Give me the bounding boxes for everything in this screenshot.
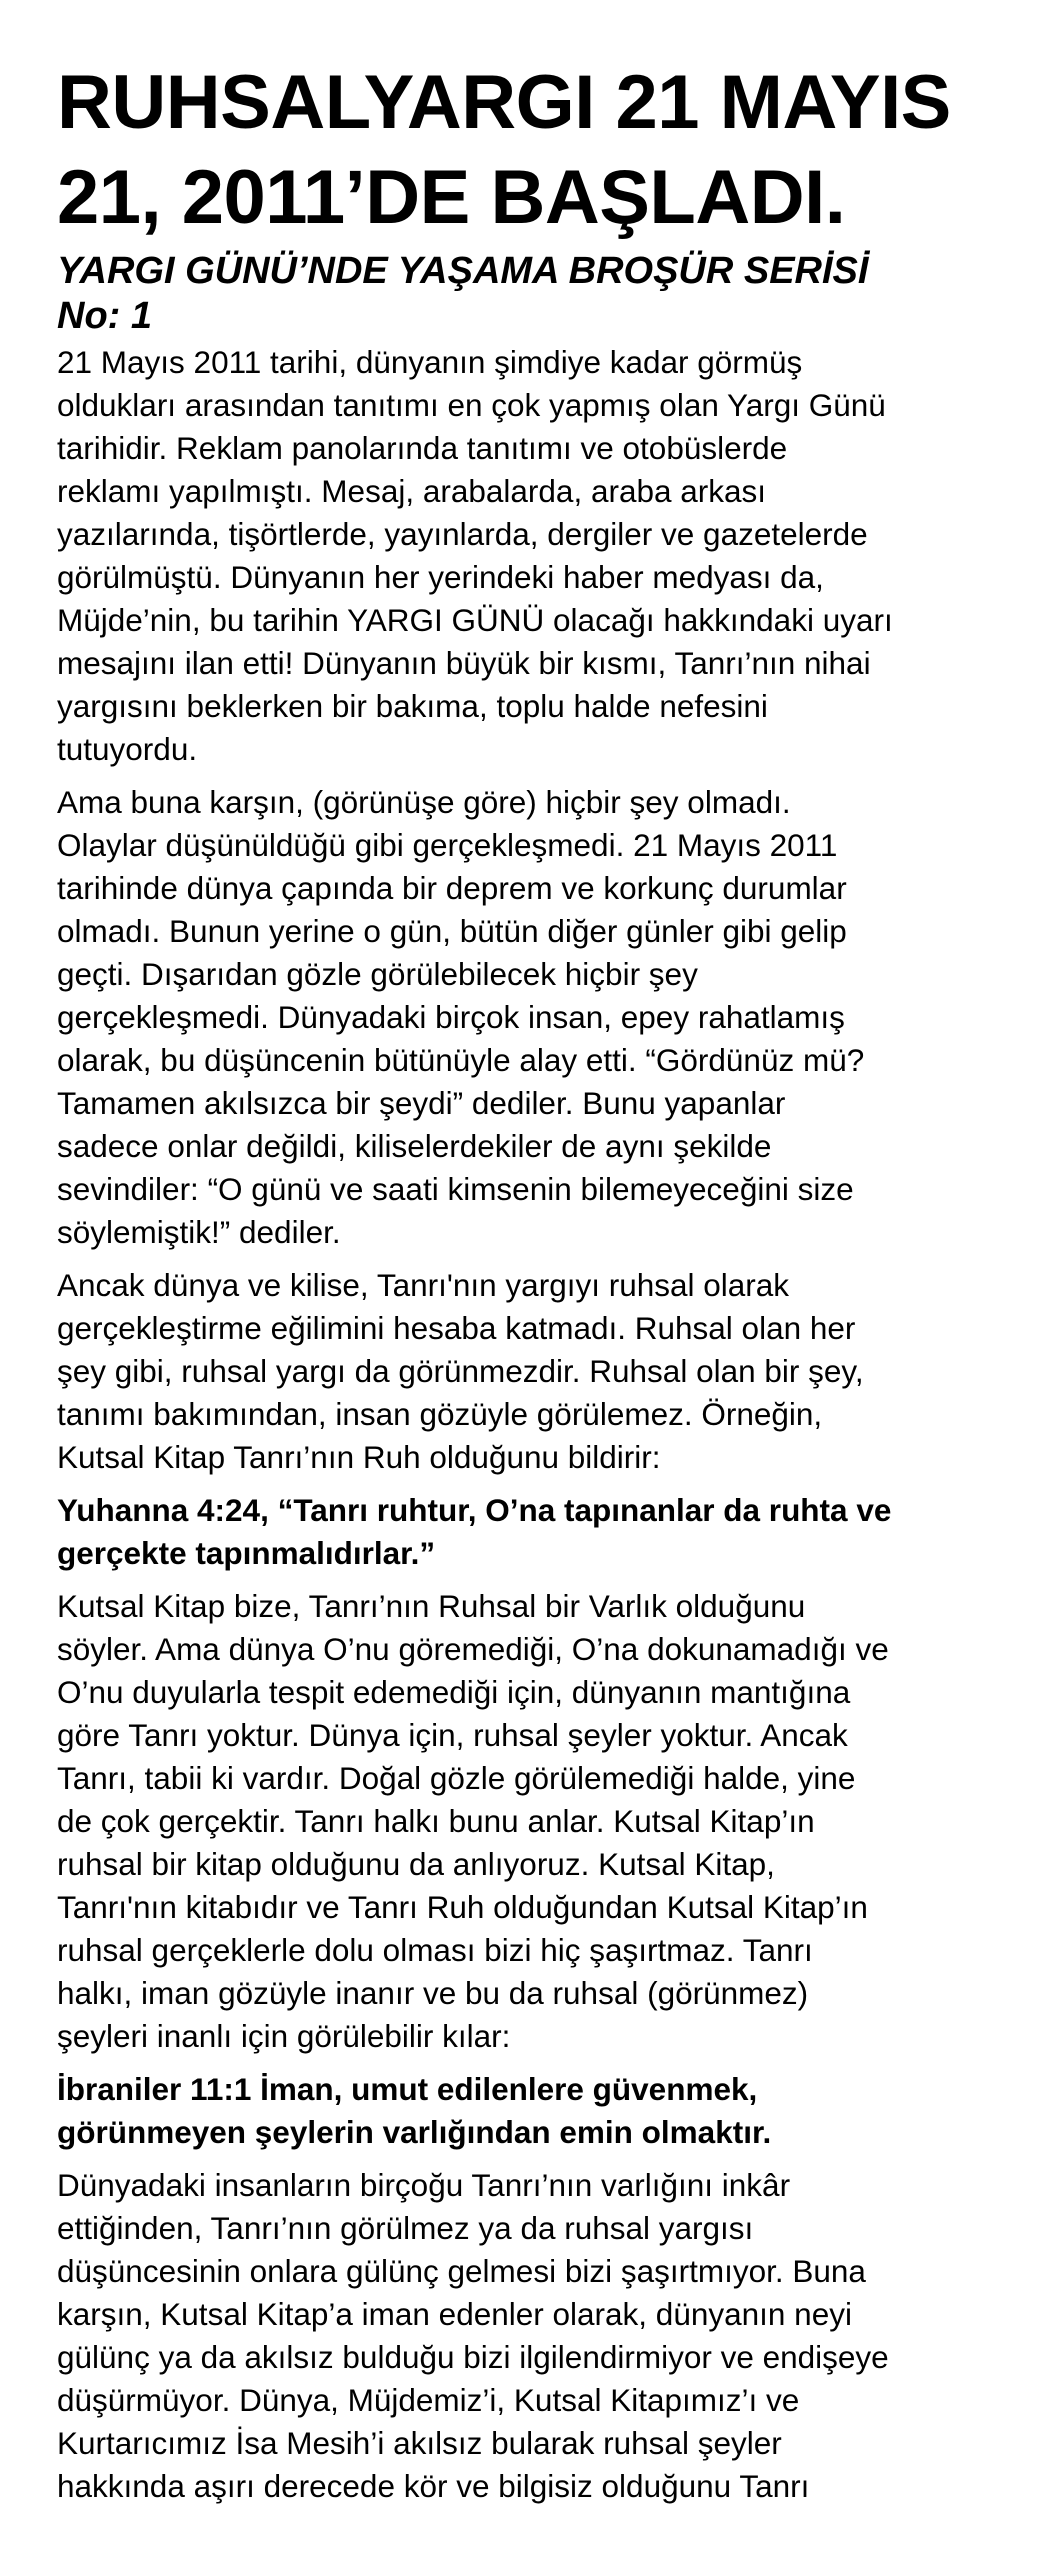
page-subtitle: YARGI GÜNÜ’NDE YAŞAMA BROŞÜR SERİSİ No: 1 bbox=[57, 250, 869, 337]
paragraph-2: Ama buna karşın, (görünüşe göre) hiçbir şey olmadı. Olaylar düşünüldüğü gibi gerçekleşmedi. 21 Mayıs 2011 tarihinde dünya çapında bir deprem ve korkunç durumlar olmadı. Bunun yerine o gün, bütün diğer günler gibi gelip geçti. Dışarıdan gözle görülebilecek hiçbir şey gerçekleşmedi. Dünyadaki birçok insan, epey rahatlamış olarak, bu düşüncenin bütünüyle alay etti. “Gördünüz mü? Tamamen akılsızca bir şeydi” dediler. Bunu yapanlar sadece onlar değildi, kiliselerdekiler de aynı şekilde sevindiler: “O günü ve saati kimsenin bilemeyeceğini size söylemiştik!” dediler. bbox=[57, 784, 865, 1250]
paragraph-3: Ancak dünya ve kilise, Tanrı'nın yargıyı ruhsal olarak gerçekleştirme eğilimini hesaba katmadı. Ruhsal olan her şey gibi, ruhsal yargı da görünmezdir. Ruhsal olan bir şey, tanımı bakımından, insan gözüyle görülemez. Örneğin, Kutsal Kitap Tanrı’nın Ruh olduğunu bildirir: bbox=[57, 1267, 864, 1475]
scripture-quote-hebrews: İbraniler 11:1 İman, umut edilenlere güvenmek, görünmeyen şeylerin varlığından emin olmaktır. bbox=[57, 2071, 772, 2150]
paragraph-1: 21 Mayıs 2011 tarihi, dünyanın şimdiye kadar görmüş oldukları arasından tanıtımı en çok yapmış olan Yargı Günü tarihidir. Reklam panolarında tanıtımı ve otobüslerde reklamı yapılmıştı. Mesaj, arabalarda, araba arkası yazılarında, tişörtlerde, yayınlarda, dergiler ve gazetelerde görülmüştü. Dünyanın her yerindeki haber medyası da, Müjde’nin, bu tarihin YARGI GÜNÜ olacağı hakkındaki uyarı mesajını ilan etti! Dünyanın büyük bir kısmı, Tanrı’nın nihai yargısını beklerken bir bakıma, toplu halde nefesini tutuyordu. bbox=[57, 344, 893, 767]
scripture-quote-john: Yuhanna 4:24, “Tanrı ruhtur, O’na tapınanlar da ruhta ve gerçekte tapınmalıdırlar.” bbox=[57, 1492, 892, 1571]
paragraph-4: Kutsal Kitap bize, Tanrı’nın Ruhsal bir Varlık olduğunu söyler. Ama dünya O’nu göremediği, O’na dokunamadığı ve O’nu duyularla tespit edemediği için, dünyanın mantığına göre Tanrı yoktur. Dünya için, ruhsal şeyler yoktur. Ancak Tanrı, tabii ki vardır. Doğal gözle görülemediği halde, yine de çok gerçektir. Tanrı halkı bunu anlar. Kutsal Kitap’ın ruhsal bir kitap olduğunu da anlıyoruz. Kutsal Kitap, Tanrı'nın kitabıdır ve Tanrı Ruh olduğundan Kutsal Kitap’ın ruhsal gerçeklerle dolu olması bizi hiç şaşırtmaz. Tanrı halkı, iman gözüyle inanır ve bu da ruhsal (görünmez) şeyleri inanlı için görülebilir kılar: bbox=[57, 1588, 889, 2054]
page-title: RUHSALYARGI 21 MAYIS 21, 2011’DE BAŞLADI. bbox=[57, 60, 951, 240]
paragraph-5: Dünyadaki insanların birçoğu Tanrı’nın varlığını inkâr ettiğinden, Tanrı’nın görülmez ya da ruhsal yargısı düşüncesinin onlara gülünç gelmesi bizi şaşırtmıyor. Buna karşın, Kutsal Kitap’a iman edenler olarak, dünyanın neyi gülünç ya da akılsız bulduğu bizi ilgilendirmiyor ve endişeye düşürmüyor. Dünya, Müjdemiz’i, Kutsal Kitapımız’ı ve Kurtarıcımız İsa Mesih’i akılsız bularak ruhsal şeyler hakkında aşırı derecede kör ve bilgisiz olduğunu Tanrı bbox=[57, 2167, 889, 2504]
